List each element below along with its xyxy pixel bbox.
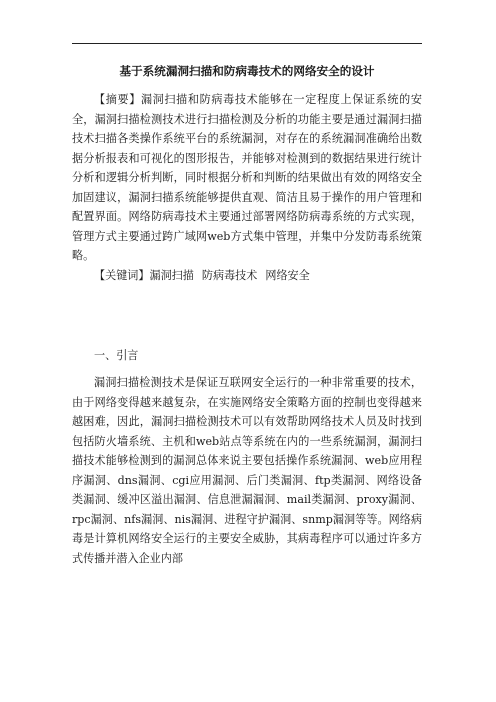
document-title: 基于系统漏洞扫描和防病毒技术的网络安全的设计 [119,64,375,78]
section-heading: 一、引言 [94,349,139,362]
section-body [72,373,422,568]
section-heading-block [72,346,422,366]
abstract-paragraph: 【摘要】漏洞扫描和防病毒技术能够在一定程度上保证系统的安全，漏洞扫描检测技术进行扫描检测及分析的功能主要是通过漏洞扫描技术扫描各类操作系统平台的系统漏洞，对存在的系统漏洞准确给出数据分析报表和可视化的图形报告，并能够对检测到的数据结果进行统计分析和逻辑分析判断，同时根据分析和判断的结果做出有效的网络安全加固建议，漏洞扫描系统能够提供直观、简洁且易于操作的用户管理和配置界面。网络防病毒技术主要通过部署网络防病毒系统的方式实现，管理方式主要通过跨广域网web方式集中管理，并集中分发防毒系统策略。 [72,93,422,262]
keyword: 漏洞扫描 [149,268,194,282]
keywords-label: 【关键词】 [94,268,150,282]
keywords-line [72,266,422,286]
abstract-section [72,90,422,285]
keyword: 防病毒技术 [201,268,258,282]
body-paragraph: 漏洞扫描检测技术是保证互联网安全运行的一种非常重要的技术，由于网络变得越来越复杂，在实施网络安全策略方面的控制也变得越来越困难，因此，漏洞扫描检测技术可以有效帮助网络技术人员及时找到包括防火墙系统、主机和web站点等系统在内的一些系统漏洞，漏洞扫描技术能够检测到的漏洞总体来说主要包括操作系统漏洞、web应用程序漏洞、dns漏洞、cgi应用漏洞、后门类漏洞、ftp类漏洞、网络设备类漏洞、缓冲区溢出漏洞、信息泄漏漏洞、mail类漏洞、proxy漏洞、rpc漏洞、nfs漏洞、nis漏洞、进程守护漏洞、snmp漏洞等等。网络病毒是计算机网络安全运行的主要安全威胁，其病毒程序可以通过许多方式传播并潜入企业内部 [72,376,422,565]
header-rule [72,43,422,44]
keyword: 网络安全 [265,268,310,282]
